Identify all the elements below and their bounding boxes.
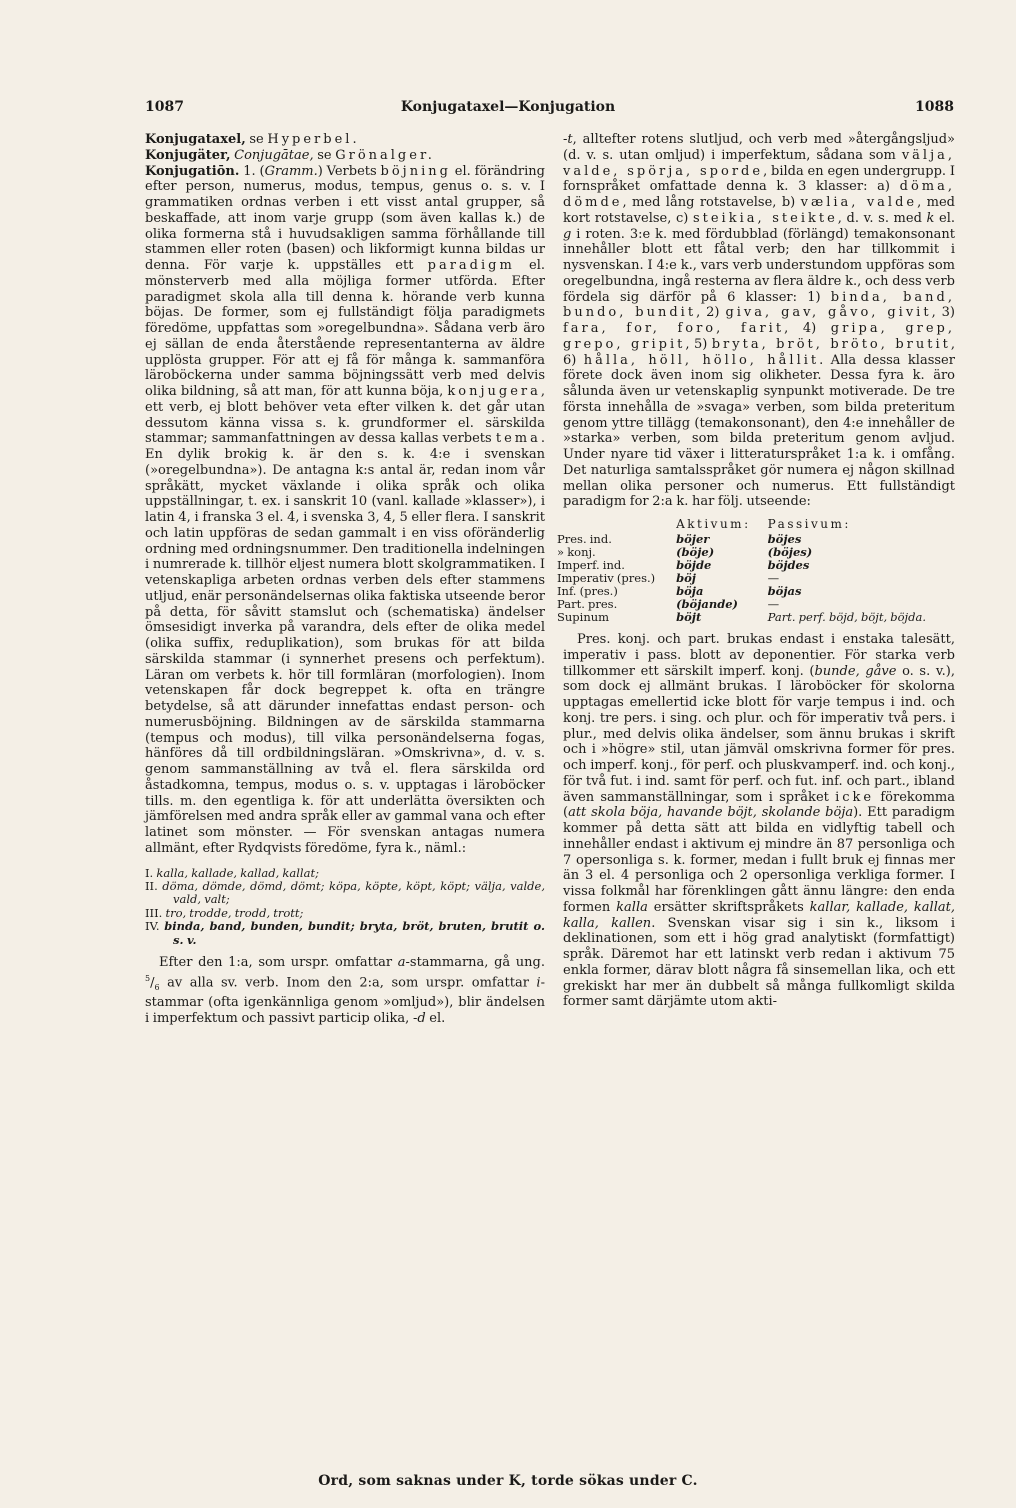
passiv-form: — bbox=[767, 597, 780, 611]
passivum-header: Passivum: bbox=[767, 517, 851, 531]
passiv-form: Part. perf. böjd, böjt, böjda. bbox=[767, 610, 927, 624]
roman-numeral: II. bbox=[145, 878, 158, 893]
cross-reference: Grönalger. bbox=[335, 147, 435, 163]
text: , med lång rotstavelse, b) bbox=[622, 195, 801, 210]
page-number-left: 1087 bbox=[145, 99, 184, 115]
spaced-term: binda, band, bundo, bundit bbox=[563, 289, 955, 321]
text: el. bbox=[934, 210, 956, 226]
entry-konjugataxel bbox=[145, 132, 545, 148]
aktiv-form: böjde bbox=[676, 558, 712, 572]
paragraph: Efter den 1:a, som urspr. omfattar a-stammarna, gå ung. $^5/_6$ av alla sv. verb. Inom den 2:a, som urspr. omfattar i-stammar (ofta igenkännliga genom »omljud»), blir ändelsen i imperfektum och passivt particip olika, -d el. bbox=[145, 954, 545, 1027]
roman-numeral: IV. bbox=[145, 919, 160, 934]
header-spacer bbox=[555, 518, 674, 533]
suffix: -d bbox=[412, 1011, 426, 1027]
headword: Konjugatiōn. bbox=[145, 163, 240, 179]
fraction-denominator: 6 bbox=[154, 982, 160, 992]
spaced-term: hålla, höll, höllo, hållit bbox=[583, 352, 820, 368]
form-label: Imperf. ind. bbox=[557, 558, 625, 572]
passiv-form: böjes bbox=[767, 532, 802, 546]
aktiv-form: böja bbox=[676, 584, 704, 598]
passiv-form: (böjes) bbox=[767, 545, 813, 559]
text: förekomma ( bbox=[563, 789, 955, 821]
example-text: tro, trodde, trodd, trott; bbox=[165, 905, 304, 920]
text: . Alla dessa klasser förete dock även inom sig olikheter. Dessa fyra k. äro sålunda även ur vetenskaplig synpunkt motiverade. De tre första innehålla de »svaga» verben, som bilda preteritum genom yttre tillägg (temakonsonant), den 4:e innehåller de »starka» verben, som bilda preteritum genom avljud. Under nyare tid växer i litteraturspråket 1:a k. i omfång. Det naturliga samtalsspråket gör numera ej någon skillnad mellan olika personer och numerus. Ett fullständigt paradigm for 2:a k. har följ. utseende: bbox=[563, 352, 955, 510]
example-text: binda, band, bunden, bundit; bryta, bröt, bruten, brutit o. s. v. bbox=[164, 919, 545, 947]
roman-numeral: I. bbox=[145, 865, 154, 880]
text: , d. v. s. med bbox=[837, 210, 927, 226]
form-label: » konj. bbox=[557, 545, 596, 559]
right-column bbox=[557, 132, 956, 1010]
text: . Svenskan visar sig i sin k., liksom i deklinationen, som ett i hög grad analytiskt (formfattigt) språk. Däremot har ett latinskt verb redan i aktivum 75 enkla former, därav blott några få sinsemellan lika, och ett grekiskt har mer än dubbelt så många fullkomligt skilda former samt därjämte utom akti- bbox=[563, 915, 955, 1010]
spaced-term: fara, for, foro, farit bbox=[563, 321, 785, 336]
text: el. mönsterverb med alla möjliga former utförda. Efter paradigmet skola alla till denna k. hörande verb kunna böjas. De former, som ej fullständigt följa paradigmets föredöme, uppfattas som »oregelbundna». Sådana verb äro ej sällan de enda återstående representanterna av äldre upplösta grupper. För att ej få för många k. sammanföra läroböckerna under samma böjningssätt verb med delvis olika bildning, så att man, för att kunna böja, bbox=[145, 258, 545, 399]
example-row bbox=[145, 867, 545, 880]
spaced-term: konjugera bbox=[447, 384, 541, 399]
roman-numeral: III. bbox=[145, 905, 163, 920]
paradigm-row bbox=[555, 611, 955, 624]
suffix: -t bbox=[563, 132, 573, 147]
aktivum-header: Aktivum: bbox=[676, 517, 751, 531]
text: , alltefter rotens slutljud, och verb med »återgångsljud» (d. v. s. utan omljud) i imperfektum, sådana som bbox=[563, 132, 955, 163]
cross-reference: Hyperbel. bbox=[267, 132, 360, 147]
headword: Konjugäter, bbox=[145, 147, 231, 163]
text: se bbox=[245, 132, 268, 147]
text: , 6) bbox=[563, 336, 955, 368]
text: , 4) bbox=[784, 321, 831, 336]
stem-letter: a bbox=[397, 954, 406, 970]
text: Pres. konj. och part. brukas endast i enstaka talesätt, imperativ i pass. blott av deponentier. För starka verb tillkommer ett särskilt imperf. konj. ( bbox=[563, 632, 955, 679]
form-label: Part. pres. bbox=[557, 597, 618, 611]
paradigm-table bbox=[555, 518, 955, 624]
spaced-term: döma, dömde bbox=[563, 179, 955, 210]
passiv-form: böjas bbox=[767, 584, 802, 598]
example-row bbox=[145, 880, 545, 907]
form-label: Inf. (pres.) bbox=[557, 584, 618, 598]
text: , 3) bbox=[931, 305, 955, 321]
spaced-term: paradigm bbox=[427, 258, 515, 273]
letter: k bbox=[926, 210, 935, 226]
left-column bbox=[145, 132, 545, 1027]
example-row bbox=[145, 920, 545, 947]
page-footer-note: Ord, som saknas under K, torde sökas under C. bbox=[318, 1473, 698, 1489]
form-label: Pres. ind. bbox=[557, 532, 612, 546]
headword: Konjugataxel, bbox=[145, 132, 246, 147]
text: i roten. 3:e k. med fördubblad (förlängd) temakonsonant innehåller blott ett fåtal verb; den har tillkommit i nysvenskan. I 4:e k., vars verb understundom uppföras som oregelbundna, ingå resterna av flera äldre k., och dess verb fördela sig därför på 6 klasser: 1) bbox=[563, 226, 955, 305]
running-header: Konjugataxel—Konjugation bbox=[400, 99, 616, 115]
example-text: döma, dömde, dömd, dömt; köpa, köpte, köpt, köpt; välja, valde, vald, valt; bbox=[162, 878, 545, 907]
spaced-term: böjning bbox=[380, 163, 451, 179]
conjugation-examples bbox=[145, 867, 545, 947]
spaced-term: gripa, grep, grepo, gripit bbox=[563, 321, 956, 352]
text: se bbox=[313, 147, 336, 163]
text: , 5) bbox=[685, 336, 712, 352]
page-number-right: 1088 bbox=[915, 99, 954, 115]
spaced-term: giva, gav, gåvo, givit bbox=[725, 305, 932, 321]
aktiv-form: (böje) bbox=[676, 545, 715, 559]
subject-label: Gramm. bbox=[264, 163, 318, 179]
text: . En dylik brokig k. är den s. k. 4:e i svenskan (»oregelbundna»). De antagna k:s antal är, redan inom vår språkätt, mycket växlande i olika språk och olika uppställningar, t. ex. i sanskrit 10 (vanl. kallade »klasser»), i latin 4, i franska 3 el. 4, i svenska 3, 4, 5 eller flera. I sanskrit och latin uppföras de sedan gammalt i en viss oföränderlig ordning med ordningsnummer. Den traditionella indelningen i numrerade k. tillhör eljest numera blott skolgrammatiken. I vetenskapliga arbeten ordnas verben dels efter stammens utljud, enär personändelsernas olika faktiska utseende beror på detta, för såvitt stamslut och (schematiska) ändelser ömsesidigt inverka på varandra, dels efter de olika medel (olika suffix, reduplikation), som brukas för att bilda särskilda stammar (i synnerhet presens och perfektum). Läran om verbets k. hör till formläran (morfologien). Inom vetenskapen får dock begreppet k. ofta en trängre betydelse, så att därunder innefattas endast person- och numerusböjning. Bildningen av de särskilda stammarna (tempus och modus), till vilka personändelserna fogas, hänföres då till ordbildningsläran. »Omskrivna», d. v. s. genom sammanställning av två el. flera särskilda ord åstadkomna, tempus, modus o. s. v. upptagas i läroböcker tills. m. den egentliga k. för att underlätta översikten och jämförelsen med andra språk eller av gammal vana och efter latinet som mönster. — För svenskan antagas numera allmänt, efter Rydqvists föredöme, fyra k., näml.: bbox=[145, 431, 545, 856]
spaced-term: tema bbox=[495, 431, 541, 447]
paragraph bbox=[563, 632, 955, 1010]
form-label: Imperativ (pres.) bbox=[557, 571, 656, 585]
text: av alla sv. verb. Inom den 2:a, som urspr. omfattar bbox=[159, 975, 537, 991]
aktiv-form: (böjande) bbox=[676, 597, 739, 611]
text: 1. ( bbox=[239, 163, 265, 179]
spaced-term: icke bbox=[835, 789, 875, 805]
example-row bbox=[145, 907, 545, 920]
latin-name: Conjugātae, bbox=[230, 147, 314, 163]
example-text: kalla, kallade, kallad, kallat; bbox=[156, 865, 319, 880]
text: , med kort rotstavelse, c) bbox=[563, 195, 955, 226]
paradigm-header-row bbox=[555, 518, 955, 533]
text: Efter den 1:a, som urspr. omfattar bbox=[159, 954, 398, 970]
text: o. s. v.), som dock ej allmänt brukas. I läroböcker för skolorna upptagas emellertid icke blott för varje tempus i ind. och konj. tre pers. i sing. och plur. och för imperativ två pers. i plur., med delvis olika ändelser, som ännu brukas i skrift och i »högre» stil, utan jämväl omskrivna former för pres. och imperf. konj., för perf. och pluskvamperf. ind. och konj., för två fut. i ind. samt för perf. och fut. inf. och part., ibland även sammanställningar, som i språket bbox=[563, 663, 955, 805]
text: ). Ett paradigm kommer på detta sätt att bilda en vidlyftig tabell och innehåller endast i aktivum ej mindre än 87 personliga och 7 opersonliga s. k. former, medan i fullt bruk ej finnas mer än 3 el. 4 personliga och 2 opersonliga verkliga former. I vissa folkmål har förenklingen gått ännu längre: den enda formen bbox=[563, 805, 955, 915]
italic-term: att skola böja, havande böjt, skolande böja bbox=[568, 805, 854, 821]
spaced-term: bryta, bröt, bröto, brutit bbox=[711, 336, 951, 352]
text: , bilda en egen undergrupp. I fornspråket omfattade denna k. 3 klasser: a) bbox=[563, 163, 955, 195]
aktiv-form: böj bbox=[676, 571, 696, 585]
form-label: Supinum bbox=[557, 610, 610, 624]
text: -stammarna, gå ung. bbox=[405, 954, 545, 970]
spaced-term: välja, valde, spörja, sporde bbox=[563, 147, 955, 179]
aktiv-form: böjt bbox=[676, 610, 702, 624]
text: ersätter skriftspråkets bbox=[647, 899, 810, 915]
paragraph bbox=[563, 132, 955, 510]
text: , ett verb, ej blott behöver veta efter vilken k. det går utan dessutom känna vissa s. k. grundformer el. särskilda stammar; sammanfattningen av dessa kallas verbets bbox=[145, 384, 545, 447]
text: ) Verbets bbox=[317, 163, 381, 179]
entry-konjugater bbox=[145, 148, 545, 164]
text: el. förändring efter person, numerus, modus, tempus, genus o. s. v. I grammatiken ordnas verben i ett visst antal grupper, så beskaffade, att inom varje grupp (som även kallas k.) de olika formerna stå i huvudsakligen samma förhållande till stammen eller roten (basen) och likformigt kunna bildas ur denna. För varje k. uppställes ett bbox=[145, 163, 545, 273]
letter: g bbox=[563, 226, 572, 242]
italic-term: kalla bbox=[616, 899, 648, 915]
passiv-form: — bbox=[767, 571, 780, 585]
text: -stammar (ofta igenkännliga genom »omljud»), blir ändelsen i imperfektum och passivt particip olika, bbox=[145, 975, 545, 1027]
spaced-term: steikia, steikte bbox=[692, 210, 838, 226]
passiv-form: böjdes bbox=[767, 558, 810, 572]
text: , 2) bbox=[696, 305, 726, 321]
spaced-term: vælia, valde bbox=[800, 195, 918, 210]
italic-term: bunde, gåve bbox=[814, 663, 897, 679]
paradigm-row bbox=[555, 533, 955, 546]
fraction-numerator: 5 bbox=[145, 973, 151, 983]
text: el. bbox=[425, 1011, 446, 1027]
stem-letter: i bbox=[536, 975, 541, 991]
italic-term: kallar, kallade, kallat, kalla, kallen bbox=[563, 899, 955, 931]
aktiv-form: böjer bbox=[676, 532, 710, 546]
entry-konjugation bbox=[145, 164, 545, 857]
